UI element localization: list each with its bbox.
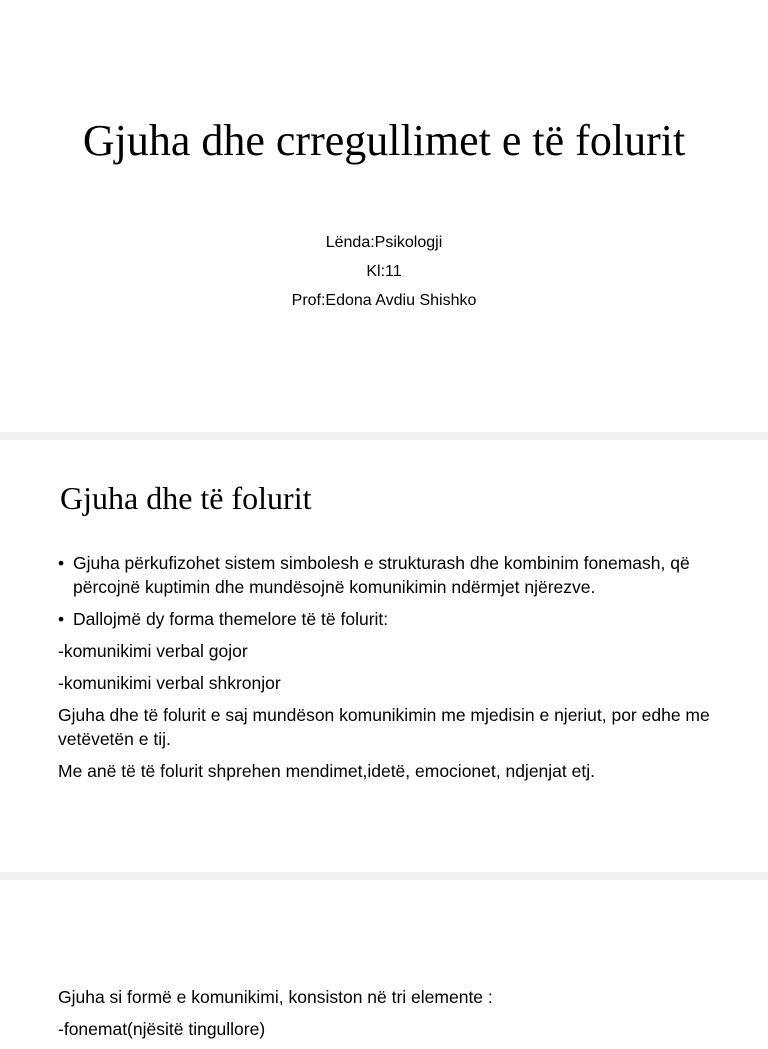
paragraph: Gjuha si formë e komunikimi, konsiston në tri elemente : bbox=[58, 987, 493, 1007]
slide-body bbox=[58, 551, 728, 791]
bullet-item bbox=[58, 551, 728, 599]
paragraph: -komunikimi verbal shkronjor bbox=[58, 673, 281, 693]
bullet-icon: • bbox=[58, 609, 65, 629]
bullet-text: Gjuha përkufizohet sistem simbolesh e strukturash dhe kombinim fonemash, që përcojnë kuptimin dhe mundësojnë komunikimin ndërmjet njërezve. bbox=[73, 553, 690, 597]
paragraph: -fonemat(njësitë tingullore) bbox=[58, 1019, 266, 1039]
bullet-icon: • bbox=[58, 553, 65, 573]
bullet-item bbox=[58, 607, 728, 631]
paragraph: Me anë të të folurit shprehen mendimet,idetë, emocionet, ndjenjat etj. bbox=[58, 761, 595, 781]
slide-body-partial bbox=[58, 985, 728, 1049]
class-line: Kl:11 bbox=[366, 263, 402, 280]
slide-title: Gjuha dhe crregullimet e të folurit bbox=[82, 116, 686, 165]
title-slide bbox=[0, 0, 768, 432]
subject-line: Lënda:Psikologji bbox=[325, 234, 443, 251]
bullet-text: Dallojmë dy forma themelore të të folurit: bbox=[73, 609, 389, 629]
slide-divider bbox=[0, 872, 768, 880]
teacher-line: Prof:Edona Avdiu Shishko bbox=[291, 292, 477, 309]
paragraph: Gjuha dhe të folurit e saj mundëson komunikimin me mjedisin e njeriut, por edhe me vetëvetën e tij. bbox=[58, 705, 710, 749]
slide-heading: Gjuha dhe të folurit bbox=[60, 480, 312, 516]
slide-divider bbox=[0, 432, 768, 440]
paragraph: -komunikimi verbal gojor bbox=[58, 641, 248, 661]
slide-subtitle bbox=[60, 228, 708, 315]
